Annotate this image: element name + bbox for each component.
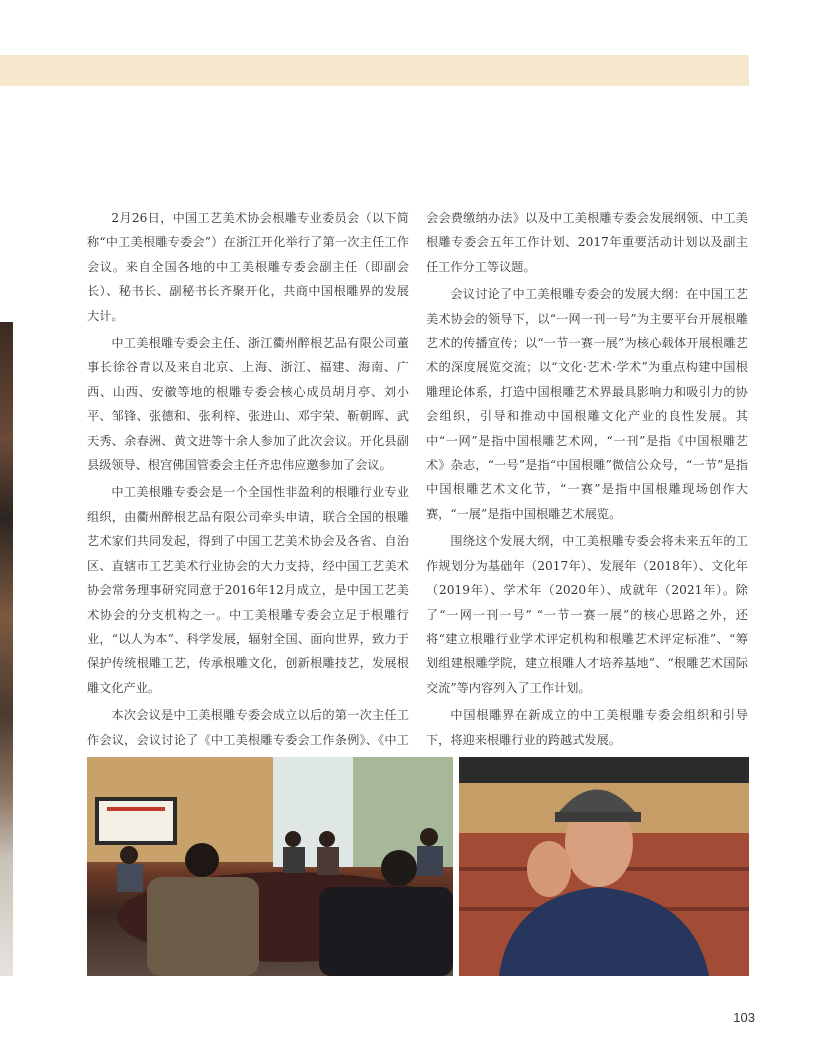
article-paragraph: 2月26日，中国工艺美术协会根雕专业委员会（以下简称“中工美根雕专委会”）在浙江开化举行了第一次主任工作会议。来自全国各地的中工美根雕专委会副主任（即副会长）、秘书长、副秘书长齐聚开化，共商中国根雕界的发展大计。 [87,211,409,323]
page-number: 103 [733,1010,755,1025]
article-paragraph: 围绕这个发展大纲，中工美根雕专委会将未来五年的工作规划分为基础年（2017年）、发展年（2018年）、文化年（2019年）、学术年（2020年）、成就年（2021年）。除了“一网一刊一号” “一节一赛一展”的核心思路之外，还将“建立根雕行业学术评定机构和根雕艺术评定标准”、“筹划组建根雕学院，建立根雕人才培养基地”、“根雕艺术国际交流”等内容列入了工作计划。 [426,534,748,695]
article-column-right [426,206,748,755]
side-photo-strip [0,322,13,976]
article-column-left [87,206,409,779]
portrait-photo [459,757,749,976]
header-band [0,55,749,86]
article-paragraph: 中工美根雕专委会主任、浙江衢州醉根艺品有限公司董事长徐谷青以及来自北京、上海、浙江、福建、海南、广西、山西、安徽等地的根雕专委会核心成员胡月亭、刘小平、邹锋、张德和、张利梓、张进山、邓宇荣、靳朝晖、武天秀、余春洲、黄文进等十余人参加了此次会议。开化县副县级领导、根宫佛国管委会主任齐忠伟应邀参加了会议。 [87,336,409,473]
article-paragraph: 会会费缴纳办法》以及中工美根雕专委会发展纲领、中工美根雕专委会五年工作计划、2017年重要活动计划以及副主任工作分工等议题。 [426,211,748,274]
meeting-photo [87,757,453,976]
article-paragraph: 中国根雕界在新成立的中工美根雕专委会组织和引导下，将迎来根雕行业的跨越式发展。 [426,708,748,747]
article-paragraph: 会议讨论了中工美根雕专委会的发展大纲：在中国工艺美术协会的领导下，以“一网一刊一号”为主要平台开展根雕艺术的传播宣传；以“一节一赛一展”为核心载体开展根雕艺术的深度展览交流；以“文化·艺术·学术”为重点构建中国根雕理论体系，打造中国根雕艺术界最具影响力和吸引力的协会组织，引导和推动中国根雕文化产业的良性发展。其中“一网”是指中国根雕艺术网，“一刊”是指《中国根雕艺术》杂志，“一号”是指“中国根雕”微信公众号，“一节”是指中国根雕艺术文化节，“一赛”是指中国根雕现场创作大赛，“一展”是指中国根雕艺术展览。 [426,287,748,521]
article-paragraph: 中工美根雕专委会是一个全国性非盈利的根雕行业专业组织，由衢州醉根艺品有限公司牵头申请，联合全国的根雕艺术家们共同发起，得到了中国工艺美术协会及各省、自治区、直辖市工艺美术行业协会的大力支持，经中国工艺美术协会常务理事研究同意于2016年12月成立，是中国工艺美术协会的分支机构之一。中工美根雕专委会立足于根雕行业，“以人为本”、科学发展，辐射全国、面向世界，致力于保护传统根雕工艺，传承根雕文化，创新根雕技艺，发展根雕文化产业。 [87,485,409,695]
article-paragraph: 本次会议是中工美根雕专委会成立以后的第一次主任工作会议，会议讨论了《中工美根雕专委会工作条例》、《中工 [87,708,409,747]
